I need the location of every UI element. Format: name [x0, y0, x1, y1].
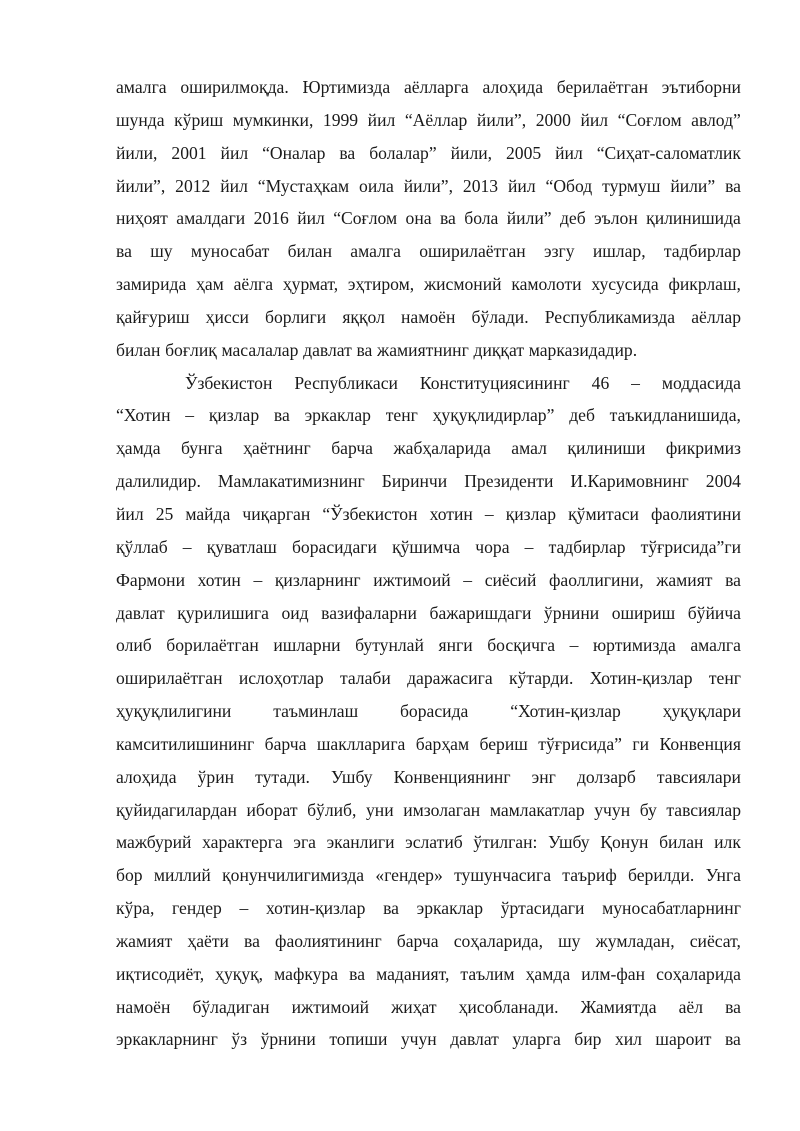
word: ҳуқуқлидирлар” — [432, 405, 555, 426]
word: тадбирлар — [663, 241, 741, 262]
word: жабҳаларида — [393, 438, 491, 459]
word: шароит — [655, 1029, 712, 1050]
word: йили, — [450, 142, 493, 163]
word: “Аёллар — [404, 109, 468, 130]
text-line — [116, 1023, 741, 1056]
word: сиёсат, — [689, 930, 741, 951]
word: ишларни — [273, 635, 341, 656]
word: жамият — [116, 930, 173, 951]
word: Ушбу — [548, 832, 590, 853]
word: эслатиб — [405, 832, 463, 853]
word: ижтимоий — [373, 569, 451, 590]
word: амалга — [350, 241, 401, 262]
word: бўлиб, — [307, 799, 357, 820]
word: эркакларнинг — [116, 1029, 218, 1050]
word: борасидаги — [291, 536, 377, 557]
word: бу — [639, 799, 657, 820]
word: Хотин-қизлар — [589, 668, 693, 689]
word: эканлиги — [326, 832, 395, 853]
text-line — [116, 826, 741, 859]
word: Ушбу — [331, 766, 373, 787]
word: “Соғлом — [333, 208, 398, 229]
word: ҳаётнинг — [243, 438, 311, 459]
word: – — [185, 405, 195, 426]
word: 2016 — [253, 208, 289, 229]
word: долзарб — [576, 766, 636, 787]
word: ҳуқуқлари — [662, 701, 741, 722]
word: ижтимоий — [291, 996, 370, 1017]
word: энг — [531, 766, 556, 787]
word: қўшимча — [392, 536, 461, 557]
word: Юртимизда — [302, 77, 391, 97]
word: деб — [569, 405, 595, 426]
word: қўмитаси — [568, 503, 639, 524]
word: 2004 — [705, 471, 741, 492]
word: чиқарган — [242, 503, 311, 524]
word: ўрнини — [543, 602, 600, 623]
word: ва — [724, 1029, 741, 1050]
word: Биринчи — [381, 471, 448, 492]
text-line — [116, 958, 741, 991]
word: ва — [273, 405, 290, 426]
word: «гендер» — [375, 865, 443, 886]
word: бўйича — [687, 602, 741, 623]
text-line — [116, 991, 741, 1024]
word: фаолиятини — [651, 503, 741, 524]
text-line — [116, 399, 741, 432]
word: ўз — [231, 1029, 248, 1050]
text-line — [116, 892, 741, 925]
word: ва — [244, 930, 260, 951]
word: далилидир. — [116, 471, 201, 492]
word: тадбирлар — [548, 536, 626, 557]
word: йил — [580, 109, 609, 130]
text-line — [116, 104, 741, 137]
word: қурилишига — [177, 602, 269, 623]
word: ва — [725, 175, 741, 196]
word: аёлларга — [403, 77, 469, 97]
word: алоҳида — [116, 766, 177, 787]
word: “Обод — [545, 175, 593, 196]
word: борасида — [399, 701, 469, 722]
word: эҳтиром, — [347, 274, 415, 295]
word: 2000 — [535, 109, 571, 130]
word: характерга — [202, 832, 283, 853]
word: йил — [507, 175, 536, 196]
text-line — [116, 531, 741, 564]
word: уларга — [512, 1029, 561, 1050]
word: бериш — [479, 733, 528, 754]
word: амалдаги — [176, 208, 246, 229]
word: жамият — [656, 569, 713, 590]
word: қўллаб — [116, 536, 168, 557]
word: ошириш — [611, 602, 676, 623]
word: Конституциясининг — [419, 372, 570, 393]
word: деб — [559, 208, 586, 229]
word: Мамлакатимизнинг — [217, 471, 365, 492]
word: барча — [264, 733, 307, 754]
word: бир — [574, 1029, 602, 1050]
word: имзолаган — [403, 799, 481, 820]
text-line — [116, 695, 741, 728]
word: қилиниши — [567, 438, 646, 459]
word: 2012 — [175, 175, 211, 196]
document-page — [116, 71, 741, 1056]
word: ҳаёти — [187, 930, 229, 951]
word: Ўзбекистон — [185, 372, 273, 393]
word: моддасида — [661, 372, 741, 393]
word: йили”, — [476, 109, 527, 130]
word: – — [239, 898, 249, 919]
word: “Оналар — [262, 142, 326, 163]
word: чора — [475, 536, 510, 557]
word: ҳамда — [116, 438, 161, 459]
word: иборат — [246, 799, 298, 820]
word: амалга — [116, 77, 167, 97]
text-line — [116, 728, 741, 761]
word: – — [463, 569, 473, 590]
word: замирида — [116, 274, 187, 295]
word: эркаклар — [416, 898, 484, 919]
word: аёл — [678, 996, 704, 1017]
word: тушунчасига — [454, 865, 551, 886]
word: турмуш — [602, 175, 661, 196]
word: “Хотин — [116, 405, 171, 426]
word: ҳамда — [525, 963, 571, 984]
word: оширилаётган — [419, 241, 526, 262]
word: эга — [293, 832, 316, 853]
word: қизларнинг — [274, 569, 361, 590]
word: гендер — [172, 898, 222, 919]
word: бўлади. — [471, 306, 529, 327]
word: қилинишида — [646, 208, 741, 229]
word: алоҳида — [482, 77, 544, 97]
word: ва — [349, 963, 366, 984]
text-line — [116, 432, 741, 465]
word: ниҳоят — [116, 208, 168, 229]
word: даражасига — [407, 668, 493, 689]
word: талаби — [339, 668, 391, 689]
text-line — [116, 597, 741, 630]
word: авлод” — [691, 109, 741, 130]
text-line — [116, 170, 741, 203]
word: – — [569, 635, 579, 656]
text-line — [116, 498, 741, 531]
word: сиёсий — [484, 569, 537, 590]
word: илк — [714, 832, 741, 853]
word: бола — [464, 208, 499, 229]
word: ҳуқуқ, — [215, 963, 264, 984]
word: учун — [594, 799, 631, 820]
word: амалга — [690, 635, 741, 656]
word: кўтарди. — [508, 668, 574, 689]
word: жиҳат — [391, 996, 437, 1017]
word: ва — [339, 142, 356, 163]
word: жумладан, — [595, 930, 675, 951]
word: “Соғлом — [617, 109, 682, 130]
word: билан — [287, 241, 332, 262]
word: – — [524, 536, 534, 557]
word: 25 — [155, 503, 174, 524]
word: хил — [614, 1029, 642, 1050]
word: Қонун — [600, 832, 649, 853]
word: ўтилган: — [473, 832, 538, 853]
word: фикрлаш, — [668, 274, 741, 295]
word: муносабат — [190, 241, 270, 262]
word: ва — [383, 898, 399, 919]
word: йил — [367, 109, 396, 130]
word: И.Каримовнинг — [570, 471, 689, 492]
word: хусусида — [591, 274, 659, 295]
word: “Мустаҳкам — [257, 175, 350, 196]
text-line — [116, 301, 741, 334]
word: йили”, — [403, 175, 453, 196]
word: эълон — [594, 208, 638, 229]
word: фаолиятининг — [275, 930, 382, 951]
word: қуйидагилардан — [116, 799, 237, 820]
text-line: билан боғлиқ масалалар давлат ва жамиятнинг диққат марказидадир. — [116, 339, 638, 360]
word: бутунлай — [355, 635, 424, 656]
word: бунга — [181, 438, 223, 459]
word: мумкинки, — [232, 109, 314, 130]
word: йил — [220, 175, 248, 196]
word: майда — [185, 503, 231, 524]
word: шу — [150, 241, 173, 262]
word: ва — [725, 996, 741, 1017]
word: шу — [558, 930, 581, 951]
word: иқтисодиёт, — [116, 963, 205, 984]
word: ҳурмат, — [282, 274, 339, 295]
word: камолоти — [511, 274, 582, 295]
word: йили”, — [116, 175, 166, 196]
word: йил — [116, 503, 144, 524]
text-line — [116, 794, 741, 827]
word: муносабатларнинг — [602, 898, 741, 919]
word: намоён — [400, 306, 456, 327]
text-line — [116, 71, 741, 104]
word: ҳам — [196, 274, 224, 295]
word: аёлга — [233, 274, 274, 295]
text-line — [116, 564, 741, 597]
word: – — [484, 503, 494, 524]
word: берилаётган — [556, 77, 649, 97]
word: йили, — [116, 142, 158, 163]
word: йил — [555, 142, 583, 163]
word: тенг — [385, 405, 418, 426]
word: қуватлаш — [206, 536, 277, 557]
word: учун — [400, 1029, 437, 1050]
word: янги — [438, 635, 473, 656]
word: 2001 — [171, 142, 207, 163]
word: бўладиган — [192, 996, 270, 1017]
word: хотин — [429, 503, 473, 524]
text-line — [116, 761, 741, 794]
word: юртимизда — [593, 635, 676, 656]
word: давлат — [450, 1029, 499, 1050]
word: эзгу — [544, 241, 575, 262]
word: – — [253, 569, 263, 590]
word: шунда — [116, 109, 165, 130]
word: Жамиятда — [580, 996, 657, 1017]
word: давлат — [116, 602, 165, 623]
text-line — [116, 202, 741, 235]
word: яққол — [342, 306, 385, 327]
word: таъкидланишида, — [609, 405, 741, 426]
word: йили” — [506, 208, 552, 229]
word: ўрнини — [260, 1029, 316, 1050]
text-line — [116, 235, 741, 268]
word: қайғуриш — [116, 306, 190, 327]
word: оила — [359, 175, 394, 196]
text-line — [116, 465, 741, 498]
word: бор — [116, 865, 143, 886]
word: тўғрисида”ги — [640, 536, 741, 557]
word: 46 — [591, 372, 610, 393]
word: қизлар — [208, 405, 260, 426]
word: фаоллигини, — [548, 569, 644, 590]
word: қонунчилигимизда — [222, 865, 365, 886]
word: эътиборни — [661, 77, 741, 97]
word: ҳуқуқлилигини — [116, 701, 232, 722]
word: амал — [511, 438, 547, 459]
word: Республикаси — [294, 372, 398, 393]
word: барча — [396, 930, 439, 951]
word: олиб — [116, 635, 152, 656]
word: берилди. — [628, 865, 695, 886]
word: “Сиҳат-саломатлик — [596, 142, 741, 163]
word: ва — [439, 208, 456, 229]
word: Конвенциянинг — [393, 766, 511, 787]
word: бажаришдаги — [429, 602, 532, 623]
word: уни — [366, 799, 394, 820]
word: тутади. — [255, 766, 310, 787]
word: йили” — [670, 175, 716, 196]
word: Конвенция — [659, 733, 741, 754]
word: билан — [659, 832, 704, 853]
word: ги — [632, 733, 650, 754]
word: таъминлаш — [273, 701, 359, 722]
word: 1999 — [322, 109, 359, 130]
word: 2005 — [506, 142, 542, 163]
word: болалар” — [369, 142, 437, 163]
word: мафкура — [274, 963, 339, 984]
word: шаклларига — [316, 733, 406, 754]
word: мамлакатлар — [489, 799, 585, 820]
word: борилаётган — [166, 635, 259, 656]
word: ҳисобланади. — [458, 996, 559, 1017]
word: барча — [331, 438, 373, 459]
text-line — [116, 859, 741, 892]
word: қизлар — [505, 503, 557, 524]
word: ўрин — [197, 766, 235, 787]
word: ва — [725, 569, 741, 590]
word: “Ўзбекистон — [322, 503, 418, 524]
text-line — [116, 268, 741, 301]
word: ҳисси — [205, 306, 249, 327]
word: кўра, — [116, 898, 155, 919]
word: ва — [116, 241, 132, 262]
word: тавсиялар — [666, 799, 741, 820]
word: жисмоний — [423, 274, 502, 295]
word: Республикамизда — [544, 306, 676, 327]
word: тўғрисида” — [538, 733, 622, 754]
word: “Хотин-қизлар — [510, 701, 621, 722]
word: Фармони — [116, 569, 186, 590]
word: хотин-қизлар — [266, 898, 366, 919]
word: йил — [297, 208, 325, 229]
word: соҳаларида, — [453, 930, 544, 951]
word: тавсиялари — [656, 766, 741, 787]
word: Унга — [705, 865, 741, 886]
word: кўриш — [174, 109, 224, 130]
word: миллий — [153, 865, 211, 886]
word: фикримиз — [665, 438, 741, 459]
word: Президенти — [464, 471, 554, 492]
word: таълим — [460, 963, 515, 984]
word: ўртасидаги — [500, 898, 585, 919]
word: барҳам — [415, 733, 470, 754]
text-line — [116, 137, 741, 170]
word: босқичга — [487, 635, 556, 656]
text-line — [116, 925, 741, 958]
word: маданият, — [376, 963, 450, 984]
text-line — [116, 367, 741, 400]
word: оид — [281, 602, 309, 623]
word: намоён — [116, 996, 171, 1017]
word: таъриф — [562, 865, 617, 886]
word: оширилмоқда. — [180, 77, 289, 97]
word: аёллар — [691, 306, 741, 327]
word: эркаклар — [304, 405, 371, 426]
word: соҳаларида — [656, 963, 741, 984]
word: ислоҳотлар — [238, 668, 324, 689]
word: камситилишининг — [116, 733, 255, 754]
word: оширилаётган — [116, 668, 223, 689]
word: вазифаларни — [321, 602, 417, 623]
word: ишлар, — [592, 241, 646, 262]
text-line — [116, 662, 741, 695]
word: борлиги — [265, 306, 327, 327]
word: 2013 — [462, 175, 499, 196]
text-line — [116, 629, 741, 662]
word: – — [631, 372, 640, 393]
word: – — [182, 536, 192, 557]
word: она — [405, 208, 432, 229]
word: илм-фан — [581, 963, 645, 984]
word: мажбурий — [116, 832, 192, 853]
word: тенг — [708, 668, 741, 689]
word: топиши — [329, 1029, 388, 1050]
word: хотин — [197, 569, 241, 590]
word: йил — [220, 142, 249, 163]
